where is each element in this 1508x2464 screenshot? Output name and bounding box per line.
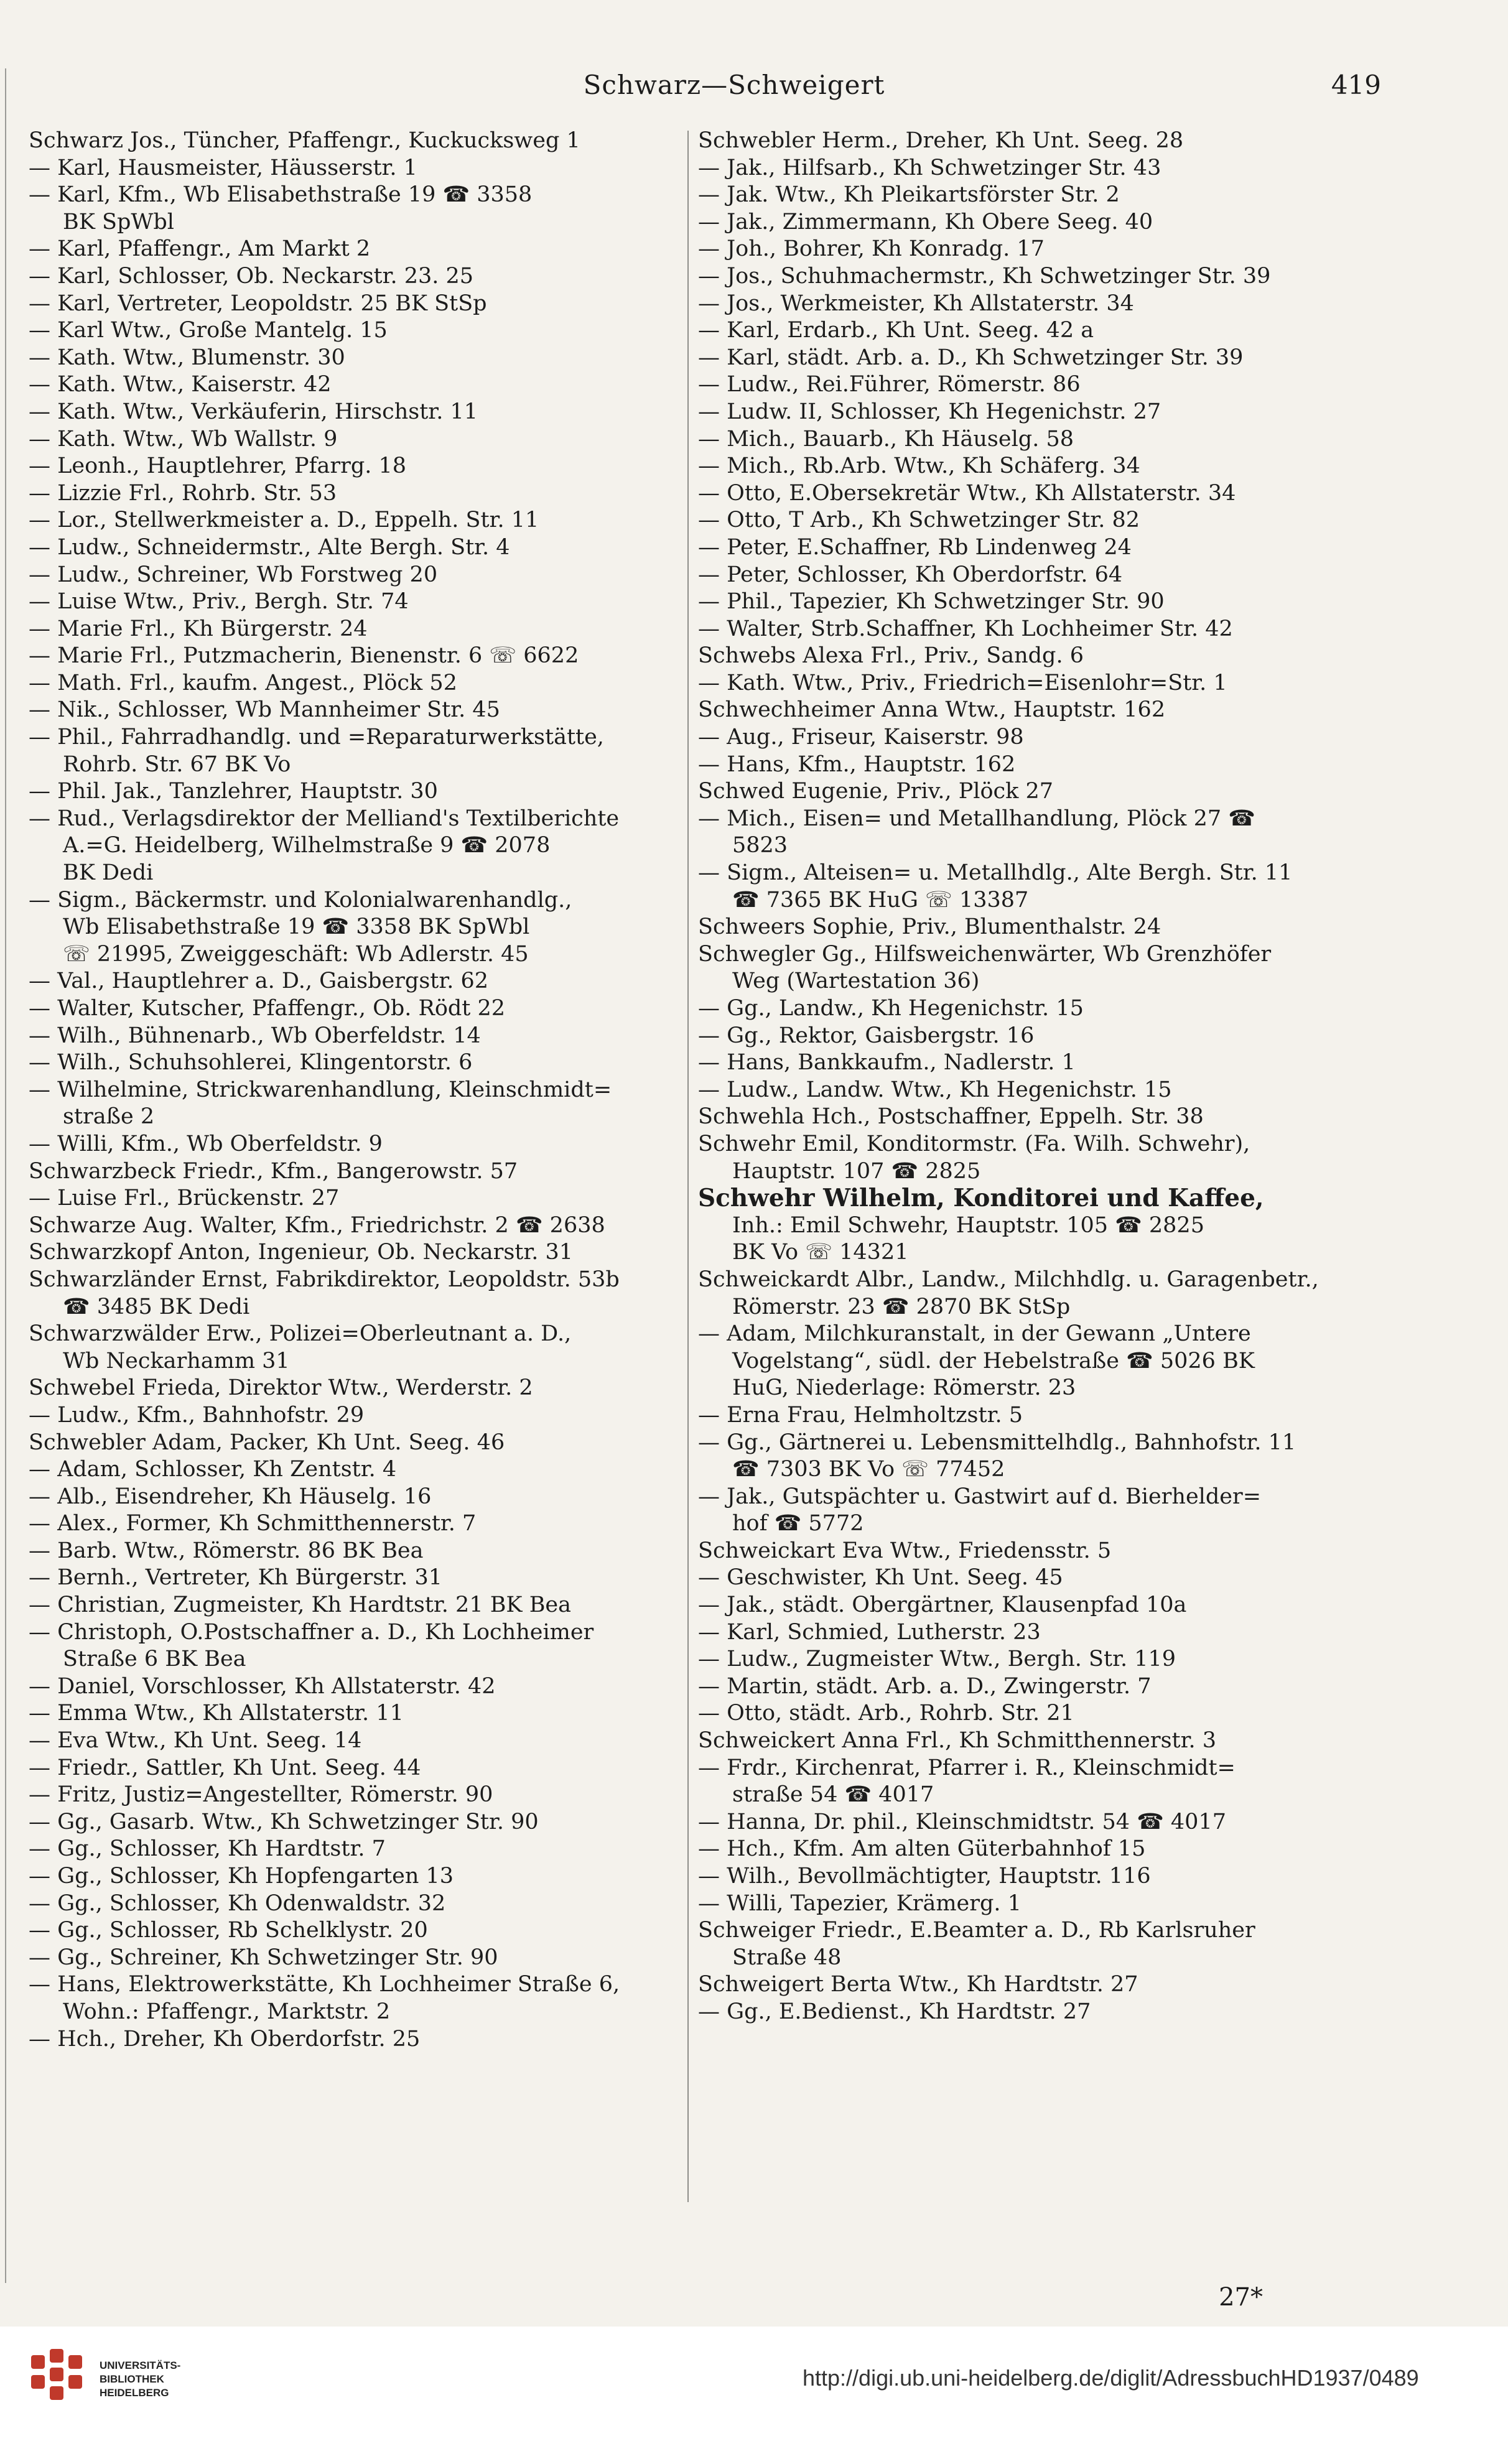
directory-entry: hof ☎ 5772 <box>732 1511 864 1537</box>
directory-entry: — Karl, Hausmeister, Häusserstr. 1 <box>29 155 417 180</box>
directory-entry: — Ludw., Kfm., Bahnhofstr. 29 <box>29 1402 365 1428</box>
directory-entry: Schwebler Adam, Packer, Kh Unt. Seeg. 46 <box>29 1430 505 1455</box>
right-column <box>698 128 1361 2026</box>
directory-entry: Schwebs Alexa Frl., Priv., Sandg. 6 <box>698 643 1084 669</box>
directory-entry: — Aug., Friseur, Kaiserstr. 98 <box>698 725 1024 750</box>
directory-entry: — Jak., Zimmermann, Kh Obere Seeg. 40 <box>698 209 1153 235</box>
library-crest-icon <box>25 2346 87 2415</box>
directory-entry: — Christoph, O.Postschaffner a. D., Kh Lochheimer <box>29 1619 594 1645</box>
directory-entry: — Kath. Wtw., Kaiserstr. 42 <box>29 372 332 397</box>
directory-entry: — Ludw., Schreiner, Wb Forstweg 20 <box>29 562 438 587</box>
directory-entry: — Hch., Dreher, Kh Oberdorfstr. 25 <box>29 2026 421 2052</box>
directory-entry: ☏ 21995, Zweiggeschäft: Wb Adlerstr. 45 <box>63 941 529 967</box>
directory-entry: — Karl, Kfm., Wb Elisabethstraße 19 ☎ 3358 <box>29 182 533 208</box>
library-name-line: BIBLIOTHEK <box>100 2373 164 2385</box>
directory-entry: — Karl, Vertreter, Leopoldstr. 25 BK StSp <box>29 291 487 316</box>
directory-entry: — Alb., Eisendreher, Kh Häuselg. 16 <box>29 1484 432 1509</box>
directory-entry: Hauptstr. 107 ☎ 2825 <box>732 1158 981 1184</box>
directory-entry: Schweigert Berta Wtw., Kh Hardtstr. 27 <box>698 1972 1138 1997</box>
directory-entry: — Jos., Schuhmachermstr., Kh Schwetzinger Str. 39 <box>698 263 1271 289</box>
page-header <box>0 70 1508 113</box>
directory-entry: — Walter, Kutscher, Pfaffengr., Ob. Rödt 22 <box>29 996 506 1021</box>
directory-entry: Schweers Sophie, Priv., Blumenthalstr. 24 <box>698 914 1161 940</box>
directory-entry: Schwarzbeck Friedr., Kfm., Bangerowstr. 57 <box>29 1158 518 1184</box>
directory-entry: Schwechheimer Anna Wtw., Hauptstr. 162 <box>698 697 1166 723</box>
directory-entry: Schwarzwälder Erw., Polizei=Oberleutnant a. D., <box>29 1321 572 1347</box>
directory-entry: — Erna Frau, Helmholtzstr. 5 <box>698 1402 1023 1428</box>
directory-entry: — Rud., Verlagsdirektor der Melliand's Textilberichte <box>29 806 620 831</box>
page-number: 419 <box>1331 70 1381 100</box>
directory-entry: — Hch., Kfm. Am alten Güterbahnhof 15 <box>698 1836 1146 1862</box>
directory-entry: — Barb. Wtw., Römerstr. 86 BK Bea <box>29 1538 424 1563</box>
signature-mark: 27* <box>1219 2283 1263 2312</box>
directory-entry: — Marie Frl., Kh Bürgerstr. 24 <box>29 616 368 641</box>
directory-entry: — Daniel, Vorschlosser, Kh Allstaterstr. 42 <box>29 1673 496 1699</box>
directory-entry: Wohn.: Pfaffengr., Marktstr. 2 <box>63 1999 391 2024</box>
directory-entry: — Gg., Landw., Kh Hegenichstr. 15 <box>698 996 1084 1021</box>
directory-entry: — Luise Wtw., Priv., Bergh. Str. 74 <box>29 589 409 615</box>
directory-entry: — Jak., Gutspächter u. Gastwirt auf d. Bierhelder= <box>698 1484 1262 1509</box>
directory-entry: — Martin, städt. Arb. a. D., Zwingerstr. 7 <box>698 1673 1152 1699</box>
directory-entry: — Otto, T Arb., Kh Schwetzinger Str. 82 <box>698 508 1140 533</box>
directory-entry: — Bernh., Vertreter, Kh Bürgerstr. 31 <box>29 1565 443 1591</box>
directory-entry: straße 2 <box>63 1104 155 1130</box>
directory-entry: — Wilh., Bevollmächtigter, Hauptstr. 116 <box>698 1864 1151 1889</box>
directory-entry: — Ludw., Zugmeister Wtw., Bergh. Str. 119 <box>698 1647 1176 1672</box>
directory-entry: — Sigm., Alteisen= u. Metallhdlg., Alte Bergh. Str. 11 <box>698 860 1293 886</box>
directory-entry: Vogelstang“, südl. der Hebelstraße ☎ 5026 BK <box>732 1348 1255 1374</box>
directory-entry: — Leonh., Hauptlehrer, Pfarrg. 18 <box>29 453 407 479</box>
directory-entry: Rohrb. Str. 67 BK Vo <box>63 751 291 777</box>
running-title: Schwarz—Schweigert <box>583 70 885 100</box>
directory-entry: — Kath. Wtw., Verkäuferin, Hirschstr. 11 <box>29 399 478 424</box>
directory-entry: — Phil., Fahrradhandlg. und =Reparaturwerkstätte, <box>29 725 604 750</box>
directory-entry: Schweiger Friedr., E.Beamter a. D., Rb Karlsruher <box>698 1918 1255 1943</box>
directory-entry: — Kath. Wtw., Wb Wallstr. 9 <box>29 426 338 452</box>
directory-entry: A.=G. Heidelberg, Wilhelmstraße 9 ☎ 2078 <box>63 833 551 858</box>
directory-entry: Schwarze Aug. Walter, Kfm., Friedrichstr. 2 ☎ 2638 <box>29 1212 605 1238</box>
directory-entry: Schwarzländer Ernst, Fabrikdirektor, Leopoldstr. 53b <box>29 1267 620 1292</box>
directory-entry: — Hans, Bankkaufm., Nadlerstr. 1 <box>698 1050 1076 1076</box>
directory-entry: BK Dedi <box>63 860 154 886</box>
directory-entry: Schwarz Jos., Tüncher, Pfaffengr., Kuckucksweg 1 <box>29 128 580 153</box>
directory-entry: — Hanna, Dr. phil., Kleinschmidtstr. 54 ☎ 4017 <box>698 1809 1226 1834</box>
library-logo[interactable] <box>25 2346 224 2415</box>
directory-entry: — Ludw., Rei.Führer, Römerstr. 86 <box>698 372 1081 397</box>
footer-bar <box>0 2327 1508 2464</box>
directory-entry: — Walter, Strb.Schaffner, Kh Lochheimer Str. 42 <box>698 616 1233 641</box>
directory-entry: — Mich., Eisen= und Metallhandlung, Plöck 27 ☎ <box>698 806 1255 831</box>
directory-entry: — Val., Hauptlehrer a. D., Gaisbergstr. 62 <box>29 969 489 994</box>
directory-entry: — Lizzie Frl., Rohrb. Str. 53 <box>29 480 337 506</box>
directory-entry: — Karl, städt. Arb. a. D., Kh Schwetzinger Str. 39 <box>698 345 1244 370</box>
directory-entry: — Marie Frl., Putzmacherin, Bienenstr. 6 ☏ 6622 <box>29 643 579 669</box>
directory-entry: — Phil. Jak., Tanzlehrer, Hauptstr. 30 <box>29 779 438 804</box>
directory-entry: ☎ 3485 BK Dedi <box>63 1294 250 1319</box>
directory-entry: HuG, Niederlage: Römerstr. 23 <box>732 1375 1076 1401</box>
directory-entry: — Christian, Zugmeister, Kh Hardtstr. 21 BK Bea <box>29 1592 572 1618</box>
directory-entry: — Nik., Schlosser, Wb Mannheimer Str. 45 <box>29 697 500 723</box>
directory-entry: ☎ 7303 BK Vo ☏ 77452 <box>732 1457 1005 1482</box>
source-url[interactable]: http://digi.ub.uni-heidelberg.de/diglit/AdressbuchHD1937/0489 <box>803 2365 1419 2391</box>
directory-entry: — Gg., Schlosser, Rb Schelklystr. 20 <box>29 1918 428 1943</box>
directory-entry: — Adam, Milchkuranstalt, in der Gewann „Untere <box>698 1321 1251 1347</box>
directory-entry: Römerstr. 23 ☎ 2870 BK StSp <box>732 1294 1071 1319</box>
directory-entry: Weg (Wartestation 36) <box>732 969 980 994</box>
directory-entry: — Karl Wtw., Große Mantelg. 15 <box>29 318 388 343</box>
directory-entry: Straße 6 BK Bea <box>63 1647 246 1672</box>
directory-entry: 5823 <box>732 833 788 858</box>
directory-entry: — Karl, Schlosser, Ob. Neckarstr. 23. 25 <box>29 263 474 289</box>
directory-entry: straße 54 ☎ 4017 <box>732 1782 934 1808</box>
directory-entry: — Gg., Schlosser, Kh Hopfengarten 13 <box>29 1864 454 1889</box>
directory-entry: — Emma Wtw., Kh Allstaterstr. 11 <box>29 1701 404 1726</box>
directory-entry: — Gg., Schreiner, Kh Schwetzinger Str. 90 <box>29 1945 498 1970</box>
directory-entry: — Wilh., Schuhsohlerei, Klingentorstr. 6 <box>29 1050 473 1076</box>
directory-entry: BK Vo ☏ 14321 <box>732 1240 909 1265</box>
directory-entry: — Gg., Schlosser, Kh Hardtstr. 7 <box>29 1836 386 1862</box>
directory-entry: Schwehr Emil, Konditormstr. (Fa. Wilh. Schwehr), <box>698 1131 1250 1156</box>
directory-entry: Wb Elisabethstraße 19 ☎ 3358 BK SpWbl <box>63 914 530 940</box>
directory-entry: — Jak., Hilfsarb., Kh Schwetzinger Str. 43 <box>698 155 1161 180</box>
directory-entry: — Kath. Wtw., Blumenstr. 30 <box>29 345 345 370</box>
directory-entry: — Wilh., Bühnenarb., Wb Oberfeldstr. 14 <box>29 1023 481 1048</box>
page-edge-line <box>5 68 6 2283</box>
directory-entry: — Willi, Tapezier, Krämerg. 1 <box>698 1890 1022 1916</box>
directory-entry: Schweickart Eva Wtw., Friedensstr. 5 <box>698 1538 1112 1563</box>
directory-entry: — Mich., Rb.Arb. Wtw., Kh Schäferg. 34 <box>698 453 1140 479</box>
directory-entry: — Ludw. II, Schlosser, Kh Hegenichstr. 27 <box>698 399 1161 424</box>
directory-entry: — Kath. Wtw., Priv., Friedrich=Eisenlohr=Str. 1 <box>698 670 1227 695</box>
directory-entry: — Gg., Schlosser, Kh Odenwaldstr. 32 <box>29 1890 446 1916</box>
directory-entry: — Willi, Kfm., Wb Oberfeldstr. 9 <box>29 1131 383 1156</box>
directory-entry: — Jos., Werkmeister, Kh Allstaterstr. 34 <box>698 291 1134 316</box>
directory-entry: Inh.: Emil Schwehr, Hauptstr. 105 ☎ 2825 <box>732 1212 1204 1238</box>
directory-entry: Schwebel Frieda, Direktor Wtw., Werderstr. 2 <box>29 1375 533 1401</box>
directory-entry: — Sigm., Bäckermstr. und Kolonialwarenhandlg., <box>29 887 572 913</box>
directory-entry: — Otto, städt. Arb., Rohrb. Str. 21 <box>698 1701 1074 1726</box>
directory-entry: — Ludw., Landw. Wtw., Kh Hegenichstr. 15 <box>698 1077 1172 1102</box>
directory-entry: — Otto, E.Obersekretär Wtw., Kh Allstaterstr. 34 <box>698 480 1236 506</box>
directory-entry: — Lor., Stellwerkmeister a. D., Eppelh. Str. 11 <box>29 508 539 533</box>
directory-entry: — Karl, Schmied, Lutherstr. 23 <box>698 1619 1041 1645</box>
directory-entry: Schwehla Hch., Postschaffner, Eppelh. Str. 38 <box>698 1104 1204 1130</box>
library-name <box>100 2359 180 2400</box>
directory-entry: Straße 48 <box>732 1945 842 1970</box>
directory-entry: — Alex., Former, Kh Schmitthennerstr. 7 <box>29 1511 477 1537</box>
directory-entry: — Fritz, Justiz=Angestellter, Römerstr. 90 <box>29 1782 493 1808</box>
directory-entry: — Gg., Rektor, Gaisbergstr. 16 <box>698 1023 1035 1048</box>
directory-entry: — Mich., Bauarb., Kh Häuselg. 58 <box>698 426 1074 452</box>
directory-entry: Schweickardt Albr., Landw., Milchhdlg. u. Garagenbetr., <box>698 1267 1319 1292</box>
directory-entry: — Adam, Schlosser, Kh Zentstr. 4 <box>29 1457 397 1482</box>
directory-entry: — Gg., Gärtnerei u. Lebensmittelhdlg., Bahnhofstr. 11 <box>698 1430 1296 1455</box>
library-name-line: HEIDELBERG <box>100 2387 169 2399</box>
directory-entry: Schwegler Gg., Hilfsweichenwärter, Wb Grenzhöfer <box>698 941 1272 967</box>
directory-entry: BK SpWbl <box>63 209 174 235</box>
directory-entry: — Geschwister, Kh Unt. Seeg. 45 <box>698 1565 1063 1591</box>
directory-entry: — Hans, Kfm., Hauptstr. 162 <box>698 751 1016 777</box>
directory-entry: — Jak., städt. Obergärtner, Klausenpfad 10a <box>698 1592 1187 1618</box>
directory-entry: Schwarzkopf Anton, Ingenieur, Ob. Neckarstr. 31 <box>29 1240 574 1265</box>
directory-entry: — Joh., Bohrer, Kh Konradg. 17 <box>698 236 1045 262</box>
directory-entry: — Eva Wtw., Kh Unt. Seeg. 14 <box>29 1728 362 1754</box>
directory-entry: Schwed Eugenie, Priv., Plöck 27 <box>698 779 1053 804</box>
directory-entry: — Frdr., Kirchenrat, Pfarrer i. R., Kleinschmidt= <box>698 1755 1236 1780</box>
directory-entry: — Peter, Schlosser, Kh Oberdorfstr. 64 <box>698 562 1123 587</box>
directory-entry: — Karl, Erdarb., Kh Unt. Seeg. 42 a <box>698 318 1094 343</box>
directory-entry: ☎ 7365 BK HuG ☏ 13387 <box>732 887 1029 913</box>
directory-entry: — Wilhelmine, Strickwarenhandlung, Kleinschmidt= <box>29 1077 612 1102</box>
directory-entry: Wb Neckarhamm 31 <box>63 1348 290 1374</box>
directory-entry: — Friedr., Sattler, Kh Unt. Seeg. 44 <box>29 1755 421 1780</box>
directory-entry: — Luise Frl., Brückenstr. 27 <box>29 1186 340 1211</box>
library-name-line: UNIVERSITÄTS- <box>100 2359 181 2371</box>
directory-entry: — Gg., Gasarb. Wtw., Kh Schwetzinger Str. 90 <box>29 1809 539 1834</box>
directory-entry: Schwehr Wilhelm, Konditorei und Kaffee, <box>698 1185 1264 1212</box>
directory-entry: — Phil., Tapezier, Kh Schwetzinger Str. 90 <box>698 589 1165 615</box>
directory-entry: — Math. Frl., kaufm. Angest., Plöck 52 <box>29 670 457 695</box>
directory-entry: — Gg., E.Bedienst., Kh Hardtstr. 27 <box>698 1999 1091 2024</box>
directory-entry: — Karl, Pfaffengr., Am Markt 2 <box>29 236 371 262</box>
directory-entry: — Ludw., Schneidermstr., Alte Bergh. Str. 4 <box>29 534 510 560</box>
directory-entry: — Hans, Elektrowerkstätte, Kh Lochheimer Straße 6, <box>29 1972 620 1997</box>
left-column <box>29 128 691 2053</box>
directory-entry: — Jak. Wtw., Kh Pleikartsförster Str. 2 <box>698 182 1120 208</box>
directory-entry: — Peter, E.Schaffner, Rb Lindenweg 24 <box>698 534 1132 560</box>
directory-entry: Schweickert Anna Frl., Kh Schmitthennerstr. 3 <box>698 1728 1217 1754</box>
column-divider <box>687 131 689 2202</box>
directory-entry: Schwebler Herm., Dreher, Kh Unt. Seeg. 28 <box>698 128 1184 153</box>
